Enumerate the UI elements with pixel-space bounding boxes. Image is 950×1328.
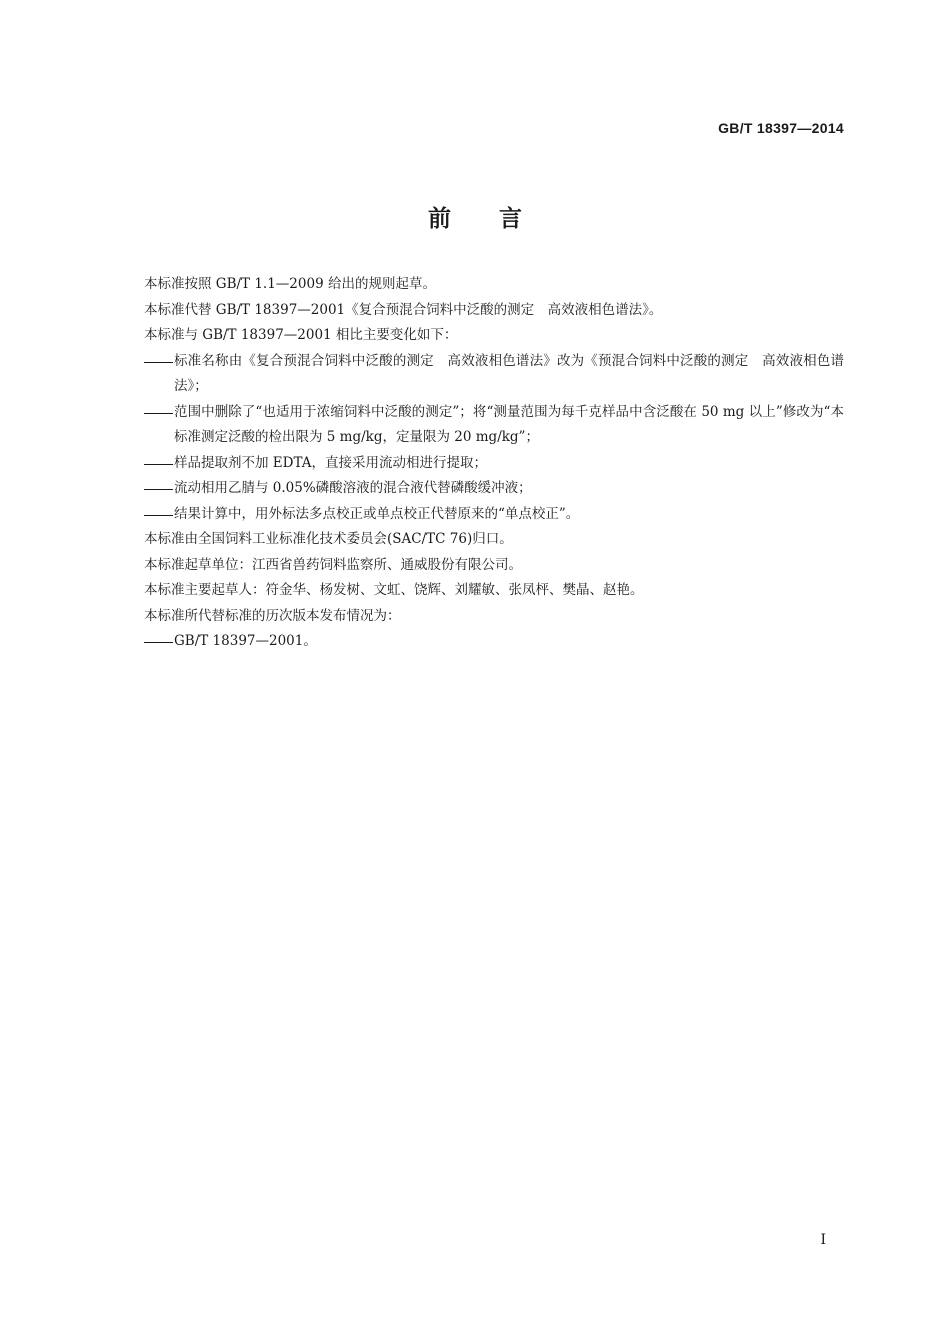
change-item-text: 标准名称由《复合预混合饲料中泛酸的测定 高效液相色谱法》改为《预混合饲料中泛酸的测定 高效液相色谱法》；: [174, 352, 844, 394]
standard-code: GB/T 18397—2014: [718, 120, 844, 136]
paragraph-replaces: 本标准代替 GB/T 18397—2001《复合预混合饲料中泛酸的测定 高效液相色谱法》。: [144, 301, 663, 318]
dash-marker: [144, 451, 174, 477]
dash-marker: [144, 502, 174, 528]
paragraph-main-changes: 本标准与 GB/T 18397—2001 相比主要变化如下：: [144, 327, 458, 343]
change-item-text: 样品提取剂不加 EDTA，直接采用流动相进行提取；: [174, 454, 487, 471]
previous-version-text: GB/T 18397—2001。: [174, 633, 317, 649]
change-item-text: 范围中删除了“也适用于浓缩饲料中泛酸的测定”；将“测量范围为每千克样品中含泛酸在 50 mg 以上”修改为“本标准测定泛酸的检出限为 5 mg/kg，定量限为 20 mg/kg”；: [174, 403, 844, 445]
dash-marker: [144, 629, 174, 655]
change-item-mobile-phase: [144, 476, 844, 502]
dash-marker: [144, 400, 174, 426]
dash-marker: [144, 349, 174, 375]
change-item-extractant: [144, 451, 844, 477]
paragraph-version-history: 本标准所代替标准的历次版本发布情况为：: [144, 607, 401, 624]
change-item-text: 流动相用乙腈与 0.05%磷酸溶液的混合液代替磷酸缓冲液；: [174, 480, 532, 496]
paragraph-drafting-units: 本标准起草单位：江西省兽药饲料监察所、通威股份有限公司。: [144, 556, 522, 573]
change-item-scope: [144, 400, 844, 451]
paragraph-drafting-rules: 本标准按照 GB/T 1.1—2009 给出的规则起草。: [144, 276, 436, 292]
paragraph-drafters: 本标准主要起草人：符金华、杨发树、文虹、饶辉、刘耀敏、张凤枰、樊晶、赵艳。: [144, 582, 644, 598]
dash-marker: [144, 476, 174, 502]
page-number: I: [820, 1232, 826, 1248]
previous-version-item: [144, 629, 844, 655]
change-item-calculation: [144, 502, 844, 528]
foreword-body: [144, 272, 844, 655]
change-item-text: 结果计算中，用外标法多点校正或单点校正代替原来的“单点校正”。: [174, 505, 580, 522]
paragraph-centralized-by: 本标准由全国饲料工业标准化技术委员会(SAC/TC 76)归口。: [144, 531, 513, 547]
page-title: 前言: [428, 206, 570, 232]
change-item-title: [144, 349, 844, 400]
